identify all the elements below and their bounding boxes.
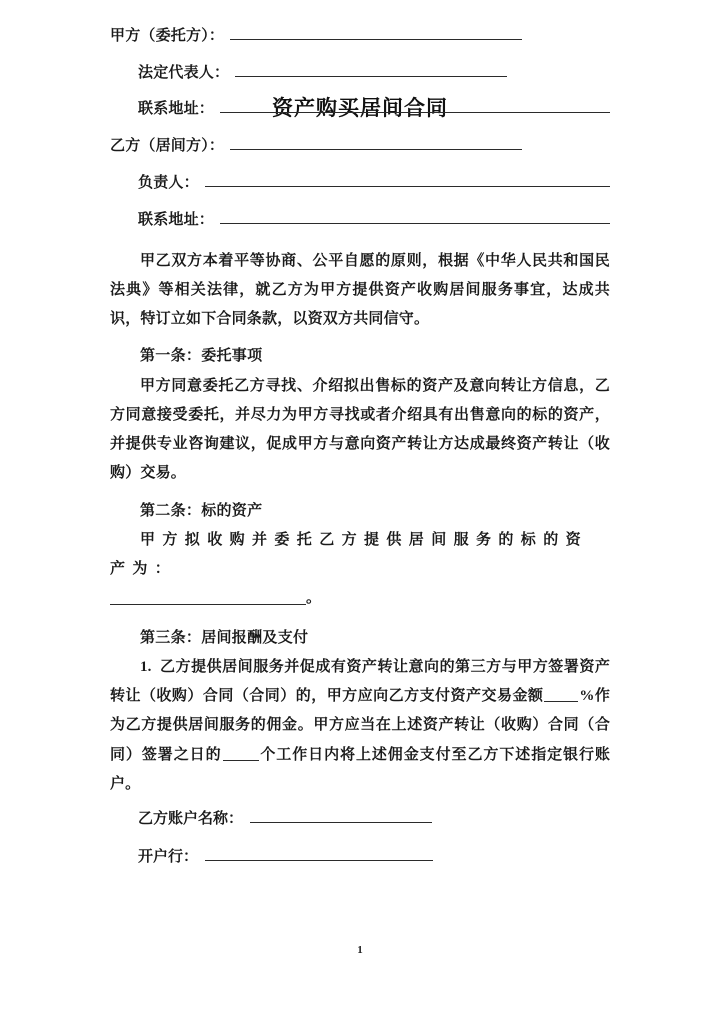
blank-principal[interactable]: [205, 173, 610, 187]
spacer: [110, 489, 610, 497]
field-label-party-b-address: 联系地址：: [138, 211, 215, 228]
article-2-body-text: 甲方拟收购并委托乙方提供居间服务的标的资产为：: [110, 531, 589, 577]
page-title: 资产购买居间合同: [272, 96, 448, 120]
clause-number: 1.: [140, 658, 152, 675]
blank-target-asset[interactable]: [110, 591, 306, 606]
spacer: [110, 799, 610, 809]
field-label-party-b: 乙方（居间方）：: [110, 138, 225, 154]
field-party-a: [110, 26, 610, 44]
field-account-name: [110, 809, 610, 827]
blank-legal-rep[interactable]: [235, 63, 507, 77]
article-3-clause-1: [110, 653, 610, 799]
article-2-blank-row: [110, 584, 610, 613]
document-body: [110, 0, 610, 885]
blank-commission-rate[interactable]: [544, 687, 578, 702]
blank-party-a-address[interactable]: [220, 100, 610, 114]
field-label-party-a: 甲方（委托方）：: [110, 27, 225, 44]
blank-party-b-address[interactable]: [220, 210, 610, 224]
page-number: 1: [357, 944, 363, 956]
blank-party-b[interactable]: [230, 136, 522, 150]
article-1-heading: 第一条：委托事项: [140, 348, 263, 365]
field-party-b-address: [110, 210, 610, 228]
field-label-principal: 负责人：: [138, 174, 199, 191]
article-2-trailing-punct: 。: [306, 590, 322, 607]
party-a-block: [110, 26, 610, 117]
article-3-heading: 第三条：居间报酬及支付: [140, 629, 309, 646]
preamble-paragraph: 甲乙双方本着平等协商、公平自愿的原则，根据《中华人民共和国民法典》等相关法律，就乙方为甲方提供资产收购居间服务事宜，达成共识，特订立如下合同条款，以资双方共同信守。: [110, 252, 610, 327]
field-party-a-legal-rep: [110, 63, 610, 81]
field-label-party-a-address: 联系地址：: [138, 101, 215, 118]
field-party-b: [110, 136, 610, 154]
clause-text-part-3: 个工作日内将上述佣金支付至乙方下述指定银行账户。: [110, 746, 611, 792]
spacer: [110, 614, 610, 624]
article-2-body: [110, 526, 610, 585]
field-bank-branch: [110, 847, 610, 865]
blank-payment-days[interactable]: [223, 745, 259, 760]
blank-account-name[interactable]: [250, 809, 432, 823]
article-1-body: 甲方同意委托乙方寻找、介绍拟出售标的资产及意向转让方信息，乙方同意接受委托，并尽力为甲方寻找或者介绍具有出售意向的标的资产，并提供专业咨询建议，促成甲方与意向资产转让方达成最终资产转让（收购）交易。: [110, 377, 610, 482]
clause-text-part-1: 乙方提供居间服务并促成有资产转让意向的第三方与甲方签署资产转让（收购）合同（合同）的，甲方应向乙方支付资产交易金额: [110, 658, 610, 704]
field-label-bank-branch: 开户行：: [138, 848, 199, 865]
field-label-legal-rep: 法定代表人：: [138, 64, 230, 81]
blank-party-a[interactable]: [230, 26, 522, 40]
field-label-account-name: 乙方账户名称：: [138, 810, 244, 827]
blank-bank-branch[interactable]: [205, 847, 433, 861]
article-2-heading: 第二条：标的资产: [140, 502, 263, 519]
field-party-b-principal: [110, 173, 610, 191]
field-party-a-address: [110, 100, 610, 118]
clause-text-part-2: %作为乙方提供居间服务的佣金。甲方应当在上述资产转让（收购）合同（合同）签署之日的: [110, 688, 611, 763]
party-b-block: [110, 136, 610, 227]
spacer: [110, 334, 610, 342]
